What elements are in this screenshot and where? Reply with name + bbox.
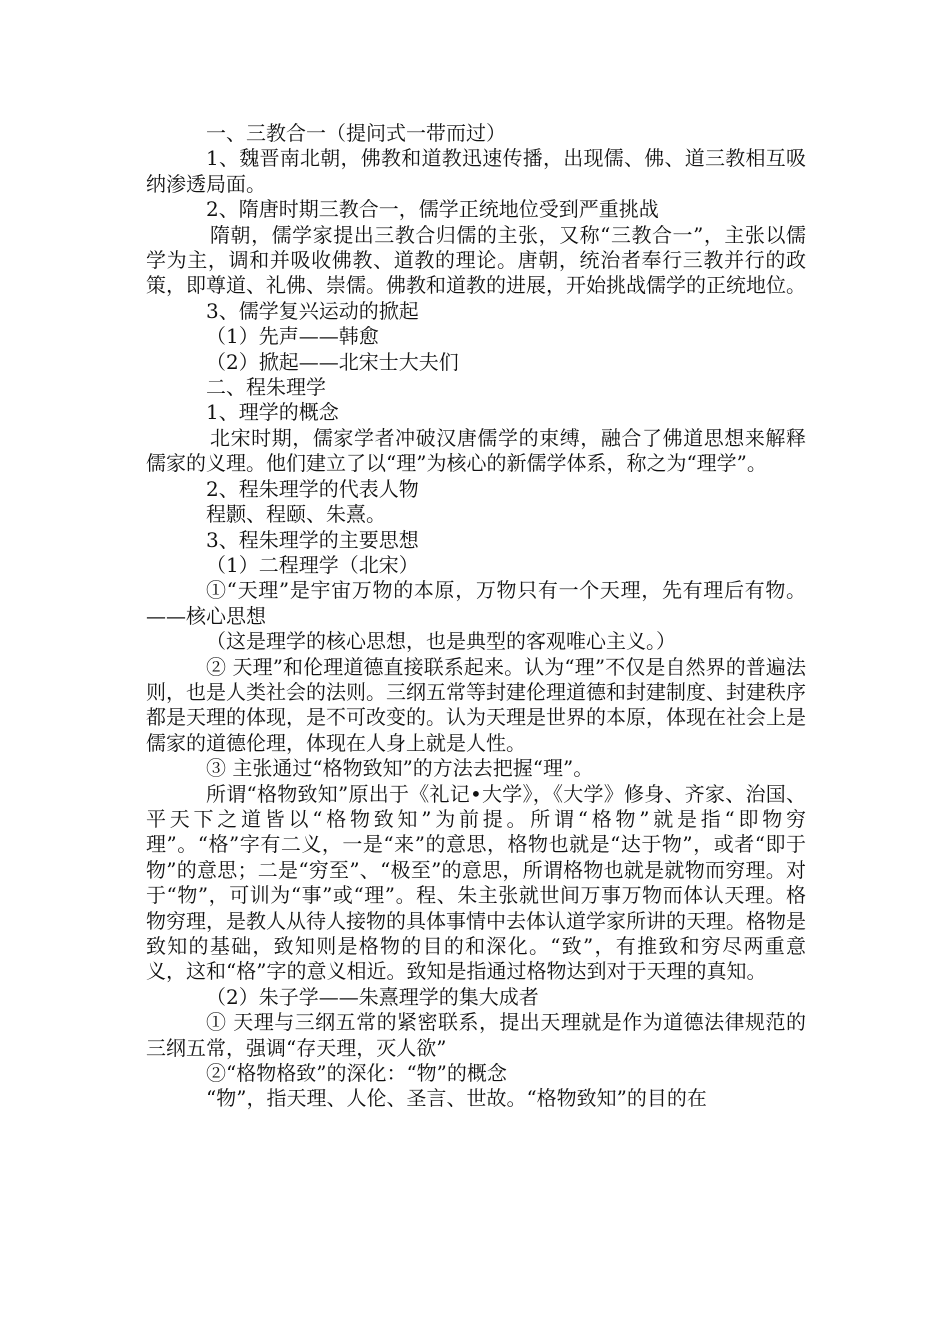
heading-1-three-teachings: 一、三教合一（提问式一带而过） bbox=[206, 121, 506, 145]
paragraph-thought-title: 3、程朱理学的主要思想 bbox=[206, 527, 419, 552]
paragraph-er-cheng: （1）二程理学（北宋） bbox=[206, 552, 419, 577]
document-body bbox=[146, 121, 806, 1112]
paragraph-item-1: 1、魏晋南北朝，佛教和道教迅速传播，出现儒、佛、道三教相互吸纳渗透局面。 bbox=[146, 146, 806, 196]
paragraph-figures-title: 2、程朱理学的代表人物 bbox=[206, 476, 419, 501]
paragraph-sub-1: （1）先声——韩愈 bbox=[206, 324, 379, 349]
paragraph-point-2: ② 天理”和伦理道德直接联系起来。认为“理”不仅是自然界的普遍法则，也是人类社会的法则。三纲五常等封建伦理道德和封建制度、封建秩序都是天理的体现，是不可改变的。认为天理是世界的本原，体现在社会上是儒家的道德伦理，体现在人身上就是人性。 bbox=[146, 654, 806, 755]
paragraph-wu-concept: “物”，指天理、人伦、圣言、世故。“格物致知”的目的在 bbox=[206, 1086, 707, 1111]
paragraph-figures-body: 程颢、程颐、朱熹。 bbox=[206, 502, 386, 527]
paragraph-gewu-explanation: 所谓“格物致知”原出于《礼记•大学》，《大学》修身、齐家、治国、平天下之道皆以“格物致知”为前提。所谓“格物”就是指“即物穷理”。“格”字有二义，一是“来”的意思，格物也就是“达于物”，或者“即于物”的意思；二是“穷至”、“极至”的意思，所谓格物也就是就物而穷理。对于“物”，可训为“事”或“理”。程、朱主张就世间万事万物而体认天理。格物穷理，是教人从待人接物的具体事情中去体认道学家所讲的天理。格物是致知的基础，致知则是格物的目的和深化。“致”，有推致和穷尽两重意义，这和“格”字的意义相近。致知是指通过格物达到对于天理的真知。 bbox=[146, 781, 806, 984]
paragraph-point-1: ①“天理”是宇宙万物的本原，万物只有一个天理，先有理后有物。——核心思想 bbox=[146, 578, 806, 628]
paragraph-concept-title: 1、理学的概念 bbox=[206, 400, 339, 425]
paragraph-sub-2: （2）掀起——北宋士大夫们 bbox=[206, 349, 459, 374]
paragraph-zhuzi-point-2: ②“格物格致”的深化：“物”的概念 bbox=[206, 1061, 507, 1086]
heading-2-cheng-zhu: 二、程朱理学 bbox=[206, 375, 326, 400]
paragraph-sui-dynasty: 隋朝，儒学家提出三教合归儒的主张，又称“三教合一”，主张以儒学为主，调和并吸收佛教、道教的理论。唐朝，统治者奉行三教并行的政策，即尊道、礼佛、崇儒。佛教和道教的进展，开始挑战儒学的正统地位。 bbox=[146, 222, 806, 298]
paragraph-point-1-note: （这是理学的核心思想，也是典型的客观唯心主义。） bbox=[206, 629, 676, 654]
paragraph-item-2: 2、隋唐时期三教合一，儒学正统地位受到严重挑战 bbox=[206, 197, 659, 222]
paragraph-concept-body: 北宋时期，儒家学者冲破汉唐儒学的束缚，融合了佛道思想来解释儒家的义理。他们建立了以“理”为核心的新儒学体系，称之为“理学”。 bbox=[146, 425, 806, 476]
paragraph-zhuzi-point-1: ① 天理与三纲五常的紧密联系，提出天理就是作为道德法律规范的三纲五常，强调“存天理，灭人欲” bbox=[146, 1010, 806, 1060]
paragraph-zhuzi: （2）朱子学——朱熹理学的集大成者 bbox=[206, 984, 539, 1009]
paragraph-point-3: ③ 主张通过“格物致知”的方法去把握“理”。 bbox=[206, 756, 594, 781]
paragraph-item-3: 3、儒学复兴运动的掀起 bbox=[206, 298, 419, 323]
